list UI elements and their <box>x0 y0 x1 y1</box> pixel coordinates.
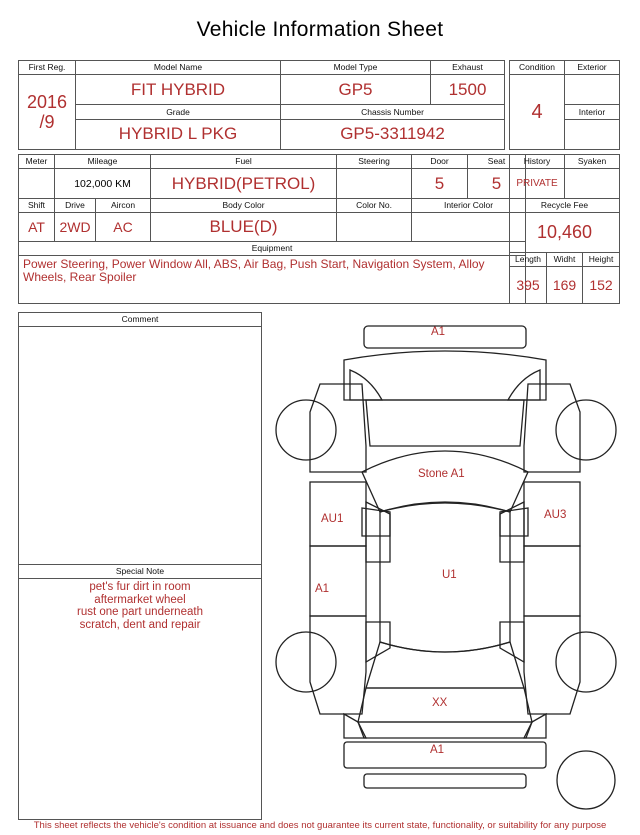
recycle-fee-label: Recycle Fee <box>510 199 620 213</box>
left-front-fender-shape <box>310 384 366 472</box>
special-note-item: rust one part underneath <box>77 606 203 618</box>
door-value: 5 <box>412 169 468 199</box>
mark-left-front-door: AU1 <box>321 513 344 525</box>
first-reg-year: 2016 <box>26 92 68 113</box>
wheel-rear-left-shape <box>276 632 336 692</box>
condition-value: 4 <box>510 75 565 150</box>
meter-label: Meter <box>19 155 55 169</box>
fuel-label: Fuel <box>151 155 337 169</box>
wheel-front-left-shape <box>276 400 336 460</box>
height-label: Height <box>583 253 620 267</box>
first-reg-month: /9 <box>39 112 55 133</box>
special-note-item: aftermarket wheel <box>94 593 186 606</box>
comment-table <box>18 312 262 820</box>
right-rear-door-shape <box>524 546 580 616</box>
front-end-shape <box>344 351 546 400</box>
model-type-value: GP5 <box>281 75 431 105</box>
special-note-item: scratch, dent and repair <box>79 618 201 631</box>
first-reg-label: First Reg. <box>19 61 76 75</box>
grade-value: HYBRID L PKG <box>76 119 281 149</box>
mark-front-bumper: A1 <box>431 326 446 338</box>
exterior-value <box>565 75 620 105</box>
condition-label: Condition <box>510 61 565 75</box>
recycle-fee-value: 10,460 <box>510 213 620 253</box>
exhaust-value: 1500 <box>431 75 505 105</box>
left-rear-window-shape <box>366 622 390 662</box>
color-no-label: Color No. <box>337 199 412 213</box>
model-info-table <box>18 60 505 150</box>
left-rear-fender-shape <box>310 616 366 714</box>
steering-value <box>337 169 412 199</box>
mark-trunk: XX <box>432 697 448 709</box>
mark-roof: U1 <box>442 569 457 581</box>
right-rear-fender-shape <box>524 616 580 714</box>
mark-rear-bumper: A1 <box>430 744 445 756</box>
spare-wheel-shape <box>557 751 615 809</box>
tailgate-shape <box>358 722 532 738</box>
interior-value <box>565 119 620 149</box>
body-color-label: Body Color <box>151 199 337 213</box>
special-note-item: pet's fur dirt in room <box>89 581 191 593</box>
steering-label: Steering <box>337 155 412 169</box>
condition-table <box>509 60 620 150</box>
history-label: History <box>510 155 565 169</box>
aircon-label: Aircon <box>96 199 151 213</box>
chassis-number-label: Chassis Number <box>281 105 505 119</box>
exhaust-label: Exhaust <box>431 61 505 75</box>
history-table <box>509 154 620 304</box>
left-rear-door-shape <box>310 546 366 616</box>
history-value: PRIVATE <box>510 169 565 199</box>
aircon-value: AC <box>96 213 151 242</box>
fuel-value: HYBRID(PETROL) <box>151 169 337 199</box>
syaken-label: Syaken <box>565 155 620 169</box>
page-title: Vehicle Information Sheet <box>196 18 444 41</box>
shift-label: Shift <box>19 199 55 213</box>
grade-label: Grade <box>76 105 281 119</box>
rear-bumper-shape <box>344 742 546 768</box>
headlight-left-shape <box>350 370 382 400</box>
wheel-front-right-shape <box>556 400 616 460</box>
right-front-fender-shape <box>524 384 580 472</box>
equipment-label: Equipment <box>19 242 526 256</box>
color-no-value <box>337 213 412 242</box>
door-label: Door <box>412 155 468 169</box>
mark-left-rear-door: A1 <box>315 583 330 595</box>
width-value: 169 <box>547 267 583 304</box>
meter-value <box>19 169 55 199</box>
model-name-label: Model Name <box>76 61 281 75</box>
model-type-label: Model Type <box>281 61 431 75</box>
special-note-list <box>19 579 262 820</box>
drive-label: Drive <box>55 199 96 213</box>
rear-apron-shape <box>364 774 526 788</box>
exterior-label: Exterior <box>565 61 620 75</box>
mark-hood: Stone A1 <box>418 468 465 480</box>
model-name-value: FIT HYBRID <box>76 75 281 105</box>
headlight-right-shape <box>508 370 540 400</box>
mark-right-front-door: AU3 <box>544 509 567 521</box>
interior-color-label: Interior Color <box>412 199 526 213</box>
equipment-value: Power Steering, Power Window All, ABS, Air Bag, Push Start, Navigation System, Alloy Wheels, Rear Spoiler <box>19 256 526 304</box>
specs-table <box>18 154 526 304</box>
disclaimer-footer: This sheet reflects the vehicle's condition at issuance and does not guarantee its current state, functionality, or suitability for any purpose <box>33 820 607 831</box>
chassis-number-value: GP5-3311942 <box>281 119 505 149</box>
comment-value <box>19 327 262 565</box>
length-value: 395 <box>510 267 547 304</box>
seat-label: Seat <box>468 155 526 169</box>
width-label: Widht <box>547 253 583 267</box>
body-color-value: BLUE(D) <box>151 213 337 242</box>
seat-value: 5 <box>468 169 526 199</box>
special-note-label: Special Note <box>19 565 262 579</box>
hood-shape <box>366 400 524 446</box>
height-value: 152 <box>583 267 620 304</box>
comment-label: Comment <box>19 313 262 327</box>
first-reg-value <box>19 75 76 150</box>
wheel-rear-right-shape <box>556 632 616 692</box>
mileage-value: 102,000 KM <box>55 169 151 199</box>
right-rear-window-shape <box>500 622 524 662</box>
drive-value: 2WD <box>55 213 96 242</box>
mileage-label: Mileage <box>55 155 151 169</box>
syaken-value <box>565 169 620 199</box>
interior-label: Interior <box>565 105 620 119</box>
length-label: Length <box>510 253 547 267</box>
shift-value: AT <box>19 213 55 242</box>
